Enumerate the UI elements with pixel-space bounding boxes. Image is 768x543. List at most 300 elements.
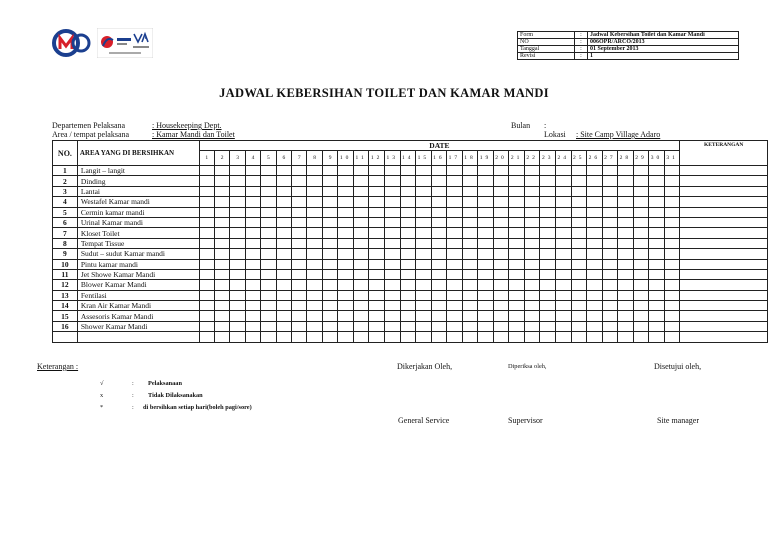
- check-cell[interactable]: [384, 166, 400, 176]
- check-cell[interactable]: [416, 217, 432, 227]
- check-cell[interactable]: [199, 269, 214, 279]
- check-cell[interactable]: [353, 166, 369, 176]
- check-cell[interactable]: [587, 238, 603, 248]
- check-cell[interactable]: [618, 238, 634, 248]
- check-cell[interactable]: [261, 249, 276, 259]
- check-cell[interactable]: [307, 176, 322, 186]
- check-cell[interactable]: [400, 269, 416, 279]
- check-cell[interactable]: [540, 311, 556, 321]
- keterangan-cell[interactable]: [680, 228, 768, 238]
- check-cell[interactable]: [416, 311, 432, 321]
- check-cell[interactable]: [214, 269, 229, 279]
- check-cell[interactable]: [602, 228, 618, 238]
- check-cell[interactable]: [462, 259, 478, 269]
- check-cell[interactable]: [230, 217, 245, 227]
- check-cell[interactable]: [353, 238, 369, 248]
- check-cell[interactable]: [524, 238, 540, 248]
- check-cell[interactable]: [230, 207, 245, 217]
- check-cell[interactable]: [540, 207, 556, 217]
- check-cell[interactable]: [649, 290, 665, 300]
- check-cell[interactable]: [509, 207, 525, 217]
- check-cell[interactable]: [416, 228, 432, 238]
- check-cell[interactable]: [400, 176, 416, 186]
- check-cell[interactable]: [509, 269, 525, 279]
- check-cell[interactable]: [649, 176, 665, 186]
- check-cell[interactable]: [493, 197, 509, 207]
- check-cell[interactable]: [649, 301, 665, 311]
- check-cell[interactable]: [431, 332, 447, 342]
- check-cell[interactable]: [245, 166, 260, 176]
- check-cell[interactable]: [400, 249, 416, 259]
- check-cell[interactable]: [292, 311, 307, 321]
- check-cell[interactable]: [602, 311, 618, 321]
- check-cell[interactable]: [276, 301, 291, 311]
- check-cell[interactable]: [199, 166, 214, 176]
- check-cell[interactable]: [602, 176, 618, 186]
- check-cell[interactable]: [664, 321, 680, 331]
- check-cell[interactable]: [261, 176, 276, 186]
- check-cell[interactable]: [618, 217, 634, 227]
- check-cell[interactable]: [400, 321, 416, 331]
- check-cell[interactable]: [587, 321, 603, 331]
- check-cell[interactable]: [462, 197, 478, 207]
- check-cell[interactable]: [245, 269, 260, 279]
- check-cell[interactable]: [214, 197, 229, 207]
- check-cell[interactable]: [633, 259, 649, 269]
- check-cell[interactable]: [540, 301, 556, 311]
- check-cell[interactable]: [400, 207, 416, 217]
- check-cell[interactable]: [276, 269, 291, 279]
- check-cell[interactable]: [384, 332, 400, 342]
- check-cell[interactable]: [276, 217, 291, 227]
- check-cell[interactable]: [478, 332, 494, 342]
- check-cell[interactable]: [524, 280, 540, 290]
- check-cell[interactable]: [400, 280, 416, 290]
- check-cell[interactable]: [524, 321, 540, 331]
- check-cell[interactable]: [447, 311, 463, 321]
- check-cell[interactable]: [555, 217, 571, 227]
- check-cell[interactable]: [416, 301, 432, 311]
- check-cell[interactable]: [447, 269, 463, 279]
- check-cell[interactable]: [649, 332, 665, 342]
- check-cell[interactable]: [524, 332, 540, 342]
- check-cell[interactable]: [462, 217, 478, 227]
- check-cell[interactable]: [338, 166, 354, 176]
- check-cell[interactable]: [555, 290, 571, 300]
- check-cell[interactable]: [524, 228, 540, 238]
- check-cell[interactable]: [369, 311, 385, 321]
- check-cell[interactable]: [322, 249, 337, 259]
- check-cell[interactable]: [587, 301, 603, 311]
- check-cell[interactable]: [322, 332, 337, 342]
- check-cell[interactable]: [664, 186, 680, 196]
- check-cell[interactable]: [416, 269, 432, 279]
- check-cell[interactable]: [338, 217, 354, 227]
- check-cell[interactable]: [618, 332, 634, 342]
- check-cell[interactable]: [338, 238, 354, 248]
- check-cell[interactable]: [478, 228, 494, 238]
- check-cell[interactable]: [322, 176, 337, 186]
- check-cell[interactable]: [649, 249, 665, 259]
- check-cell[interactable]: [322, 217, 337, 227]
- check-cell[interactable]: [478, 197, 494, 207]
- keterangan-cell[interactable]: [680, 321, 768, 331]
- check-cell[interactable]: [353, 217, 369, 227]
- check-cell[interactable]: [524, 207, 540, 217]
- check-cell[interactable]: [431, 228, 447, 238]
- check-cell[interactable]: [571, 280, 587, 290]
- check-cell[interactable]: [384, 176, 400, 186]
- check-cell[interactable]: [555, 228, 571, 238]
- check-cell[interactable]: [478, 238, 494, 248]
- check-cell[interactable]: [338, 321, 354, 331]
- check-cell[interactable]: [478, 207, 494, 217]
- keterangan-cell[interactable]: [680, 238, 768, 248]
- check-cell[interactable]: [353, 280, 369, 290]
- check-cell[interactable]: [447, 217, 463, 227]
- check-cell[interactable]: [540, 259, 556, 269]
- check-cell[interactable]: [478, 217, 494, 227]
- check-cell[interactable]: [633, 301, 649, 311]
- check-cell[interactable]: [618, 186, 634, 196]
- check-cell[interactable]: [307, 321, 322, 331]
- check-cell[interactable]: [307, 186, 322, 196]
- check-cell[interactable]: [571, 311, 587, 321]
- check-cell[interactable]: [524, 290, 540, 300]
- keterangan-cell[interactable]: [680, 217, 768, 227]
- check-cell[interactable]: [353, 228, 369, 238]
- check-cell[interactable]: [369, 301, 385, 311]
- check-cell[interactable]: [384, 280, 400, 290]
- check-cell[interactable]: [602, 207, 618, 217]
- check-cell[interactable]: [261, 228, 276, 238]
- check-cell[interactable]: [214, 301, 229, 311]
- check-cell[interactable]: [230, 301, 245, 311]
- check-cell[interactable]: [245, 186, 260, 196]
- check-cell[interactable]: [292, 217, 307, 227]
- check-cell[interactable]: [214, 332, 229, 342]
- check-cell[interactable]: [322, 197, 337, 207]
- check-cell[interactable]: [462, 301, 478, 311]
- check-cell[interactable]: [447, 332, 463, 342]
- check-cell[interactable]: [555, 259, 571, 269]
- check-cell[interactable]: [555, 186, 571, 196]
- check-cell[interactable]: [292, 259, 307, 269]
- check-cell[interactable]: [509, 228, 525, 238]
- check-cell[interactable]: [447, 228, 463, 238]
- check-cell[interactable]: [369, 197, 385, 207]
- check-cell[interactable]: [649, 238, 665, 248]
- check-cell[interactable]: [462, 280, 478, 290]
- check-cell[interactable]: [416, 186, 432, 196]
- check-cell[interactable]: [509, 290, 525, 300]
- check-cell[interactable]: [338, 301, 354, 311]
- check-cell[interactable]: [400, 228, 416, 238]
- check-cell[interactable]: [664, 332, 680, 342]
- check-cell[interactable]: [199, 311, 214, 321]
- check-cell[interactable]: [540, 186, 556, 196]
- check-cell[interactable]: [416, 280, 432, 290]
- check-cell[interactable]: [587, 207, 603, 217]
- check-cell[interactable]: [431, 290, 447, 300]
- check-cell[interactable]: [245, 311, 260, 321]
- check-cell[interactable]: [571, 269, 587, 279]
- check-cell[interactable]: [431, 176, 447, 186]
- check-cell[interactable]: [276, 311, 291, 321]
- check-cell[interactable]: [509, 166, 525, 176]
- check-cell[interactable]: [587, 186, 603, 196]
- check-cell[interactable]: [524, 301, 540, 311]
- check-cell[interactable]: [649, 217, 665, 227]
- check-cell[interactable]: [509, 321, 525, 331]
- check-cell[interactable]: [214, 259, 229, 269]
- check-cell[interactable]: [493, 280, 509, 290]
- check-cell[interactable]: [400, 332, 416, 342]
- check-cell[interactable]: [555, 332, 571, 342]
- check-cell[interactable]: [431, 249, 447, 259]
- check-cell[interactable]: [199, 280, 214, 290]
- check-cell[interactable]: [493, 207, 509, 217]
- check-cell[interactable]: [478, 166, 494, 176]
- check-cell[interactable]: [649, 321, 665, 331]
- check-cell[interactable]: [462, 228, 478, 238]
- check-cell[interactable]: [524, 249, 540, 259]
- check-cell[interactable]: [199, 238, 214, 248]
- check-cell[interactable]: [214, 290, 229, 300]
- check-cell[interactable]: [199, 301, 214, 311]
- check-cell[interactable]: [276, 238, 291, 248]
- check-cell[interactable]: [633, 186, 649, 196]
- check-cell[interactable]: [571, 301, 587, 311]
- check-cell[interactable]: [261, 301, 276, 311]
- check-cell[interactable]: [633, 269, 649, 279]
- check-cell[interactable]: [509, 301, 525, 311]
- check-cell[interactable]: [276, 290, 291, 300]
- check-cell[interactable]: [214, 311, 229, 321]
- check-cell[interactable]: [322, 238, 337, 248]
- check-cell[interactable]: [245, 332, 260, 342]
- check-cell[interactable]: [338, 280, 354, 290]
- check-cell[interactable]: [353, 207, 369, 217]
- check-cell[interactable]: [524, 176, 540, 186]
- check-cell[interactable]: [509, 238, 525, 248]
- check-cell[interactable]: [245, 249, 260, 259]
- check-cell[interactable]: [369, 228, 385, 238]
- check-cell[interactable]: [509, 197, 525, 207]
- check-cell[interactable]: [276, 259, 291, 269]
- check-cell[interactable]: [602, 166, 618, 176]
- check-cell[interactable]: [664, 311, 680, 321]
- check-cell[interactable]: [353, 290, 369, 300]
- check-cell[interactable]: [431, 217, 447, 227]
- check-cell[interactable]: [571, 207, 587, 217]
- check-cell[interactable]: [416, 238, 432, 248]
- check-cell[interactable]: [555, 197, 571, 207]
- check-cell[interactable]: [431, 269, 447, 279]
- check-cell[interactable]: [338, 259, 354, 269]
- check-cell[interactable]: [649, 166, 665, 176]
- keterangan-cell[interactable]: [680, 176, 768, 186]
- check-cell[interactable]: [292, 290, 307, 300]
- check-cell[interactable]: [276, 186, 291, 196]
- check-cell[interactable]: [524, 259, 540, 269]
- check-cell[interactable]: [307, 311, 322, 321]
- check-cell[interactable]: [245, 259, 260, 269]
- check-cell[interactable]: [292, 249, 307, 259]
- check-cell[interactable]: [307, 207, 322, 217]
- check-cell[interactable]: [384, 301, 400, 311]
- check-cell[interactable]: [447, 186, 463, 196]
- check-cell[interactable]: [633, 290, 649, 300]
- check-cell[interactable]: [493, 259, 509, 269]
- check-cell[interactable]: [478, 259, 494, 269]
- check-cell[interactable]: [353, 259, 369, 269]
- check-cell[interactable]: [493, 228, 509, 238]
- check-cell[interactable]: [618, 290, 634, 300]
- check-cell[interactable]: [369, 321, 385, 331]
- check-cell[interactable]: [384, 197, 400, 207]
- check-cell[interactable]: [338, 176, 354, 186]
- keterangan-cell[interactable]: [680, 207, 768, 217]
- check-cell[interactable]: [214, 228, 229, 238]
- check-cell[interactable]: [199, 207, 214, 217]
- check-cell[interactable]: [478, 301, 494, 311]
- check-cell[interactable]: [261, 259, 276, 269]
- check-cell[interactable]: [245, 207, 260, 217]
- check-cell[interactable]: [618, 207, 634, 217]
- check-cell[interactable]: [384, 249, 400, 259]
- check-cell[interactable]: [261, 290, 276, 300]
- check-cell[interactable]: [493, 217, 509, 227]
- check-cell[interactable]: [230, 269, 245, 279]
- check-cell[interactable]: [384, 238, 400, 248]
- check-cell[interactable]: [509, 186, 525, 196]
- check-cell[interactable]: [292, 176, 307, 186]
- check-cell[interactable]: [447, 249, 463, 259]
- check-cell[interactable]: [447, 259, 463, 269]
- check-cell[interactable]: [555, 166, 571, 176]
- check-cell[interactable]: [245, 228, 260, 238]
- check-cell[interactable]: [416, 207, 432, 217]
- check-cell[interactable]: [524, 217, 540, 227]
- check-cell[interactable]: [431, 311, 447, 321]
- check-cell[interactable]: [540, 280, 556, 290]
- check-cell[interactable]: [587, 249, 603, 259]
- check-cell[interactable]: [633, 311, 649, 321]
- check-cell[interactable]: [664, 301, 680, 311]
- check-cell[interactable]: [493, 186, 509, 196]
- check-cell[interactable]: [587, 176, 603, 186]
- check-cell[interactable]: [261, 332, 276, 342]
- check-cell[interactable]: [431, 207, 447, 217]
- check-cell[interactable]: [618, 311, 634, 321]
- check-cell[interactable]: [322, 228, 337, 238]
- keterangan-cell[interactable]: [680, 259, 768, 269]
- check-cell[interactable]: [292, 207, 307, 217]
- check-cell[interactable]: [416, 166, 432, 176]
- check-cell[interactable]: [587, 290, 603, 300]
- check-cell[interactable]: [540, 321, 556, 331]
- check-cell[interactable]: [338, 207, 354, 217]
- check-cell[interactable]: [292, 228, 307, 238]
- check-cell[interactable]: [540, 290, 556, 300]
- check-cell[interactable]: [540, 238, 556, 248]
- check-cell[interactable]: [649, 207, 665, 217]
- check-cell[interactable]: [571, 176, 587, 186]
- check-cell[interactable]: [276, 197, 291, 207]
- check-cell[interactable]: [230, 176, 245, 186]
- check-cell[interactable]: [618, 269, 634, 279]
- check-cell[interactable]: [369, 259, 385, 269]
- check-cell[interactable]: [322, 259, 337, 269]
- check-cell[interactable]: [462, 269, 478, 279]
- check-cell[interactable]: [540, 217, 556, 227]
- check-cell[interactable]: [649, 311, 665, 321]
- check-cell[interactable]: [462, 290, 478, 300]
- check-cell[interactable]: [555, 321, 571, 331]
- check-cell[interactable]: [384, 207, 400, 217]
- check-cell[interactable]: [649, 197, 665, 207]
- check-cell[interactable]: [245, 301, 260, 311]
- check-cell[interactable]: [587, 197, 603, 207]
- check-cell[interactable]: [307, 280, 322, 290]
- check-cell[interactable]: [261, 280, 276, 290]
- check-cell[interactable]: [633, 238, 649, 248]
- check-cell[interactable]: [416, 259, 432, 269]
- check-cell[interactable]: [447, 238, 463, 248]
- check-cell[interactable]: [245, 176, 260, 186]
- check-cell[interactable]: [261, 217, 276, 227]
- check-cell[interactable]: [462, 311, 478, 321]
- check-cell[interactable]: [338, 249, 354, 259]
- check-cell[interactable]: [587, 269, 603, 279]
- check-cell[interactable]: [633, 280, 649, 290]
- check-cell[interactable]: [214, 186, 229, 196]
- check-cell[interactable]: [664, 290, 680, 300]
- check-cell[interactable]: [230, 166, 245, 176]
- keterangan-cell[interactable]: [680, 269, 768, 279]
- check-cell[interactable]: [602, 269, 618, 279]
- check-cell[interactable]: [307, 332, 322, 342]
- check-cell[interactable]: [307, 238, 322, 248]
- check-cell[interactable]: [199, 259, 214, 269]
- check-cell[interactable]: [431, 197, 447, 207]
- check-cell[interactable]: [261, 207, 276, 217]
- check-cell[interactable]: [369, 186, 385, 196]
- check-cell[interactable]: [571, 197, 587, 207]
- check-cell[interactable]: [307, 259, 322, 269]
- check-cell[interactable]: [199, 176, 214, 186]
- check-cell[interactable]: [649, 280, 665, 290]
- check-cell[interactable]: [478, 311, 494, 321]
- check-cell[interactable]: [571, 332, 587, 342]
- check-cell[interactable]: [199, 217, 214, 227]
- check-cell[interactable]: [447, 301, 463, 311]
- check-cell[interactable]: [230, 238, 245, 248]
- check-cell[interactable]: [602, 249, 618, 259]
- check-cell[interactable]: [322, 166, 337, 176]
- check-cell[interactable]: [602, 197, 618, 207]
- check-cell[interactable]: [338, 197, 354, 207]
- check-cell[interactable]: [292, 321, 307, 331]
- check-cell[interactable]: [322, 321, 337, 331]
- check-cell[interactable]: [555, 269, 571, 279]
- check-cell[interactable]: [276, 228, 291, 238]
- check-cell[interactable]: [633, 332, 649, 342]
- check-cell[interactable]: [478, 290, 494, 300]
- check-cell[interactable]: [664, 259, 680, 269]
- check-cell[interactable]: [400, 197, 416, 207]
